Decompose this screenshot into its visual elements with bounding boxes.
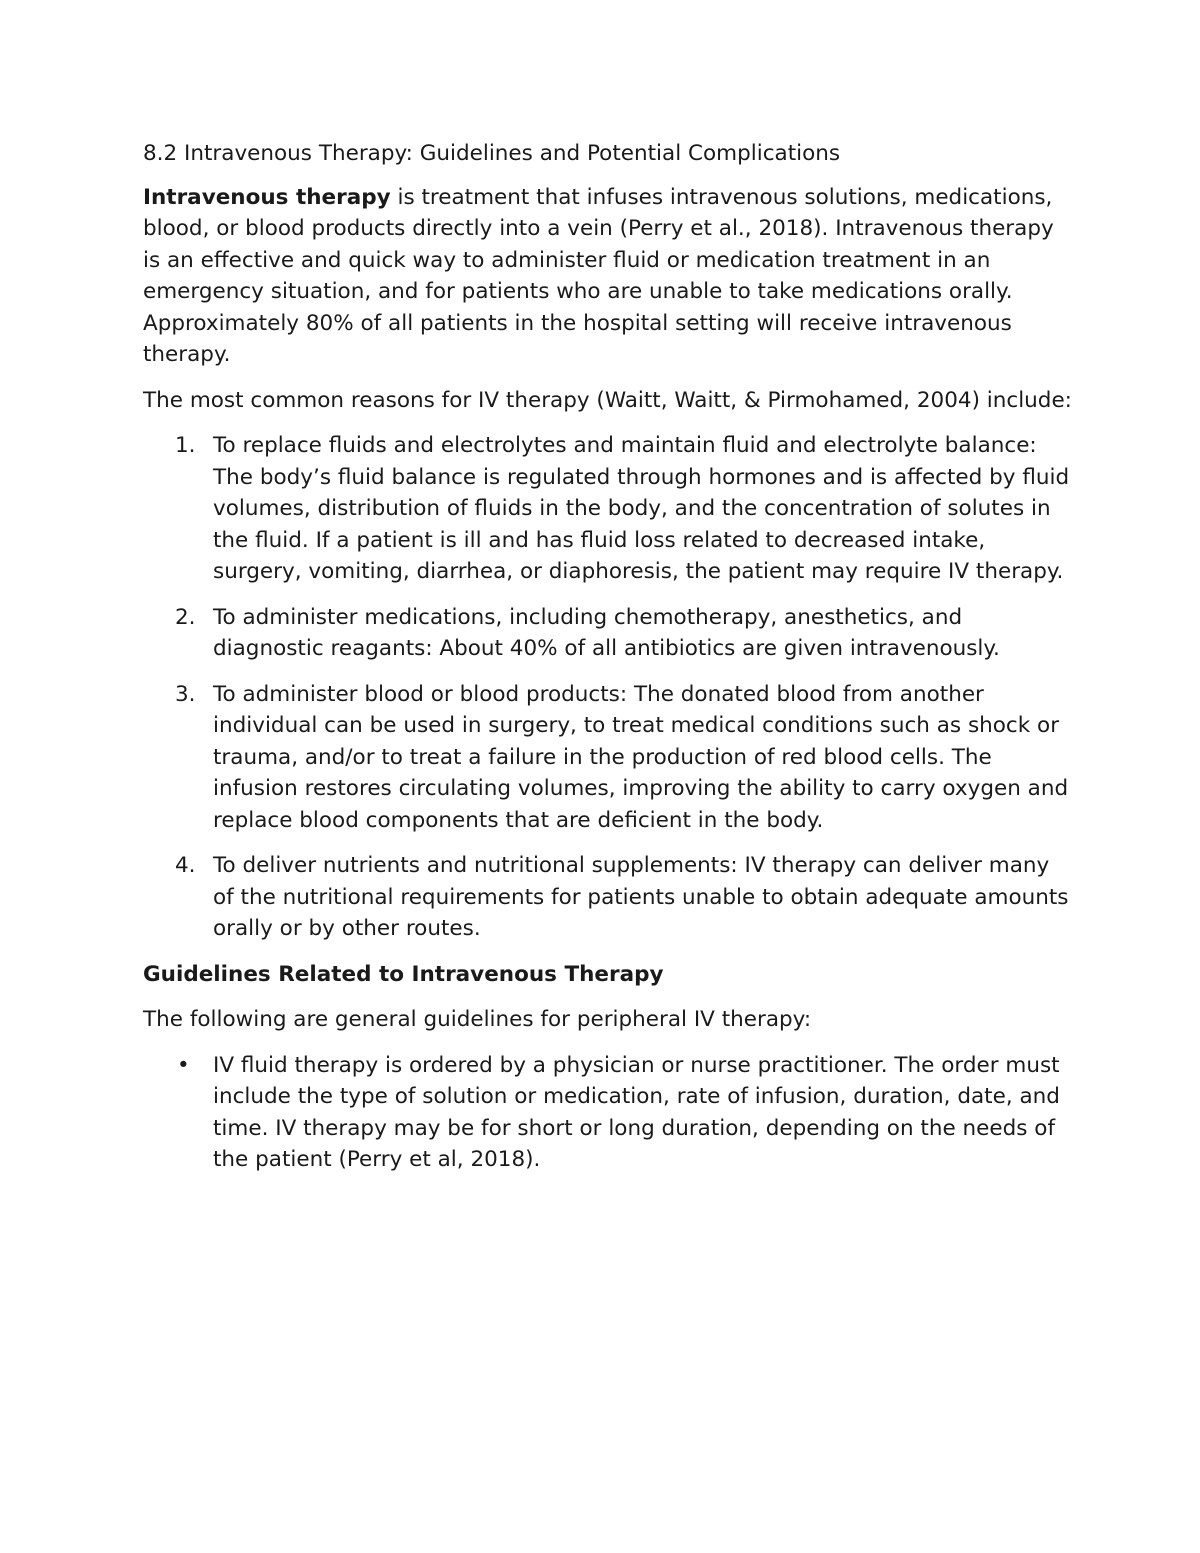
guidelines-intro: The following are general guidelines for peripheral IV therapy: xyxy=(143,1007,812,1032)
list-item xyxy=(143,850,1073,945)
guidelines-list xyxy=(143,1050,1073,1176)
intro-text: is treatment that infuses intravenous solutions, medications, blood, or blood products directly into a vein (Perry et al., 2018). Intravenous therapy is an effective and quick way to administer fluid or medication treatment in an emergency situation, and for patients who are unable to take medications orally. Approximately 80% of all patients in the hospital setting will receive intravenous therapy. xyxy=(143,184,1054,367)
document-page xyxy=(143,138,1073,1190)
list-item xyxy=(143,430,1073,588)
list-number: 4. xyxy=(175,853,196,878)
list-item-text: To deliver nutrients and nutritional supplements: IV therapy can deliver many of the nutritional requirements for patients unable to obtain adequate amounts orally or by other routes. xyxy=(213,853,1069,941)
section-title: 8.2 Intravenous Therapy: Guidelines and Potential Complications xyxy=(143,141,841,166)
list-item xyxy=(143,1050,1073,1176)
list-item xyxy=(143,679,1073,837)
intro-term: Intravenous therapy xyxy=(143,184,391,210)
list-item-text: To administer medications, including chemotherapy, anesthetics, and diagnostic reagants: About 40% of all antibiotics are given intravenously. xyxy=(213,604,1000,661)
list-number: 2. xyxy=(175,604,196,630)
reasons-list xyxy=(143,430,1073,945)
bullet-icon: • xyxy=(177,1052,190,1078)
list-item-text: IV fluid therapy is ordered by a physician or nurse practitioner. The order must include the type of solution or medication, rate of infusion, duration, date, and time. IV therapy may be for short or long duration, depending on the needs of the patient (Perry et al, 2018). xyxy=(213,1052,1060,1172)
list-number: 1. xyxy=(175,433,196,458)
list-item-text: To administer blood or blood products: The donated blood from another individual can be used in surgery, to treat medical conditions such as shock or trauma, and/or to treat a failure in the production of red blood cells. The infusion restores circulating volumes, improving the ability to carry oxygen and replace blood components that are deficient in the body. xyxy=(213,681,1069,833)
guidelines-heading: Guidelines Related to Intravenous Therapy xyxy=(143,961,664,987)
list-item xyxy=(143,602,1073,665)
reasons-intro: The most common reasons for IV therapy (Waitt, Waitt, & Pirmohamed, 2004) include: xyxy=(143,387,1072,413)
list-item-text: To replace fluids and electrolytes and maintain fluid and electrolyte balance: The body’s fluid balance is regulated through hormones and is affected by fluid volumes, distribution of fluids in the body, and the concentration of solutes in the fluid. If a patient is ill and has fluid loss related to decreased intake, surgery, vomiting, diarrhea, or diaphoresis, the patient may require IV therapy. xyxy=(213,433,1070,584)
intro-paragraph xyxy=(143,182,1073,371)
list-number: 3. xyxy=(175,681,196,707)
